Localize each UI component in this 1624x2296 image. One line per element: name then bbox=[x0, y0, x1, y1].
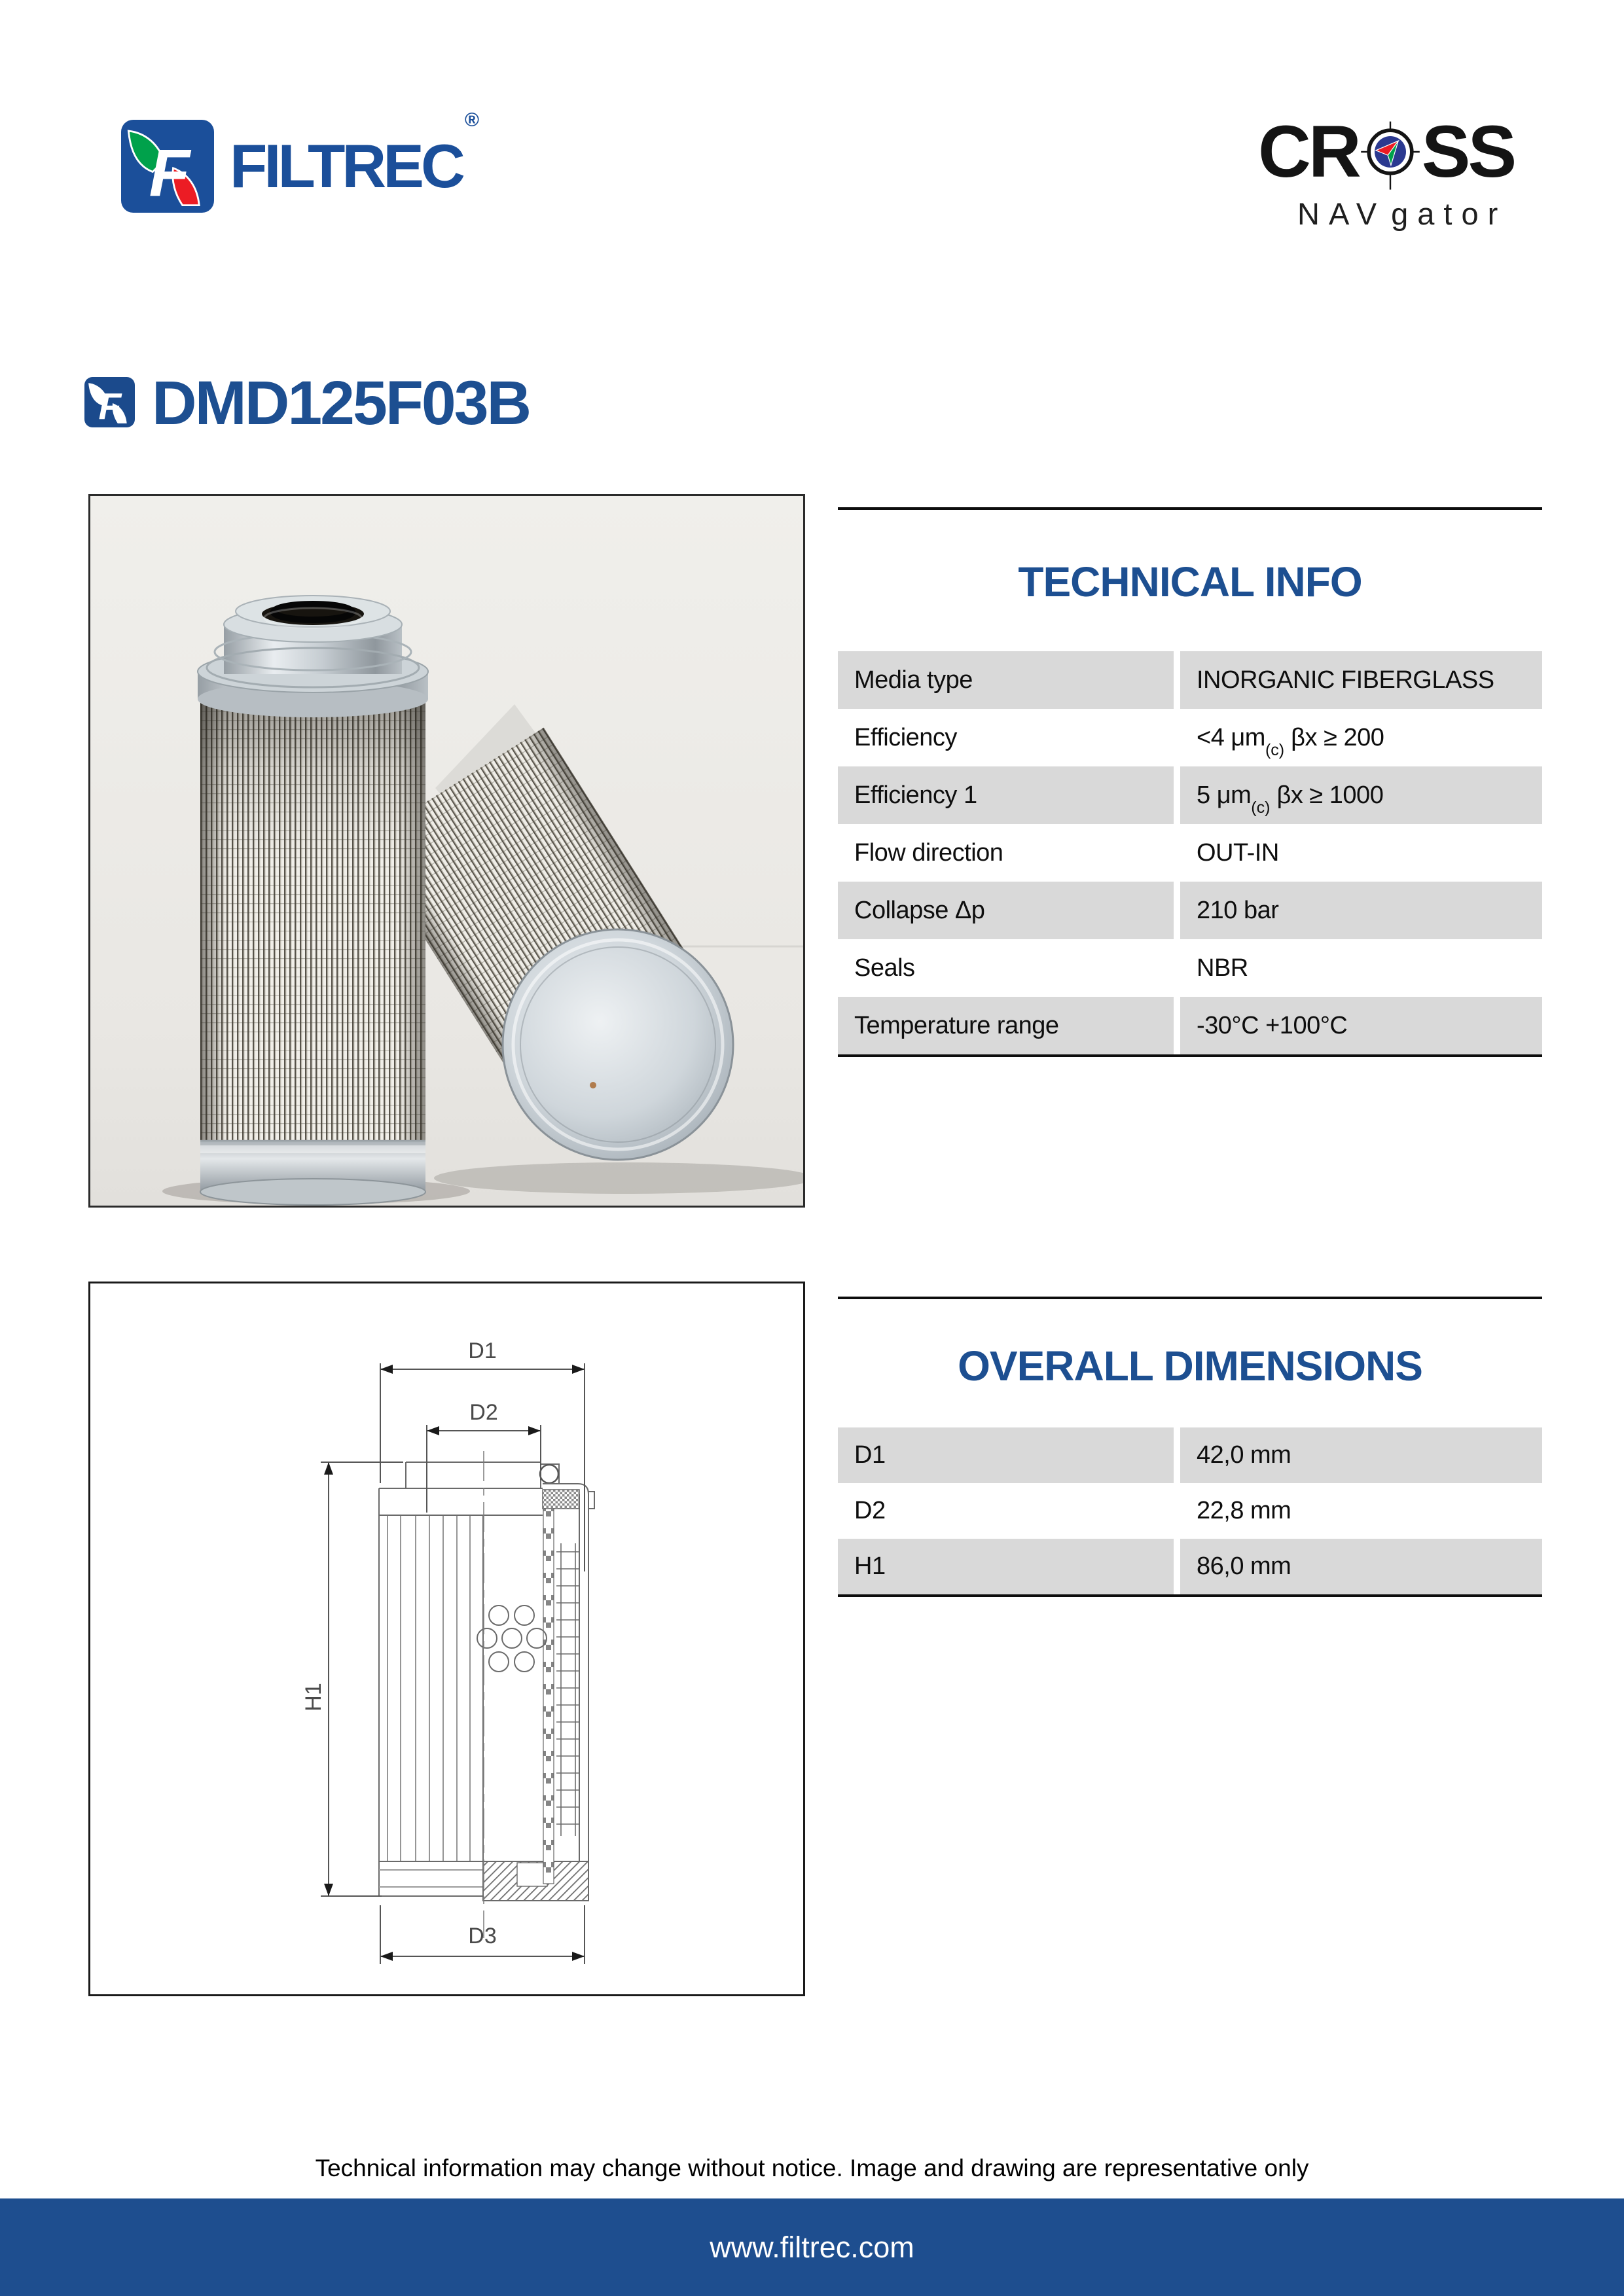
table-row bbox=[838, 651, 1542, 709]
navigator-wordmark: NAV gator bbox=[1297, 196, 1507, 231]
row-label: Seals bbox=[838, 939, 1174, 997]
overall-dimensions-title: OVERALL DIMENSIONS bbox=[958, 1342, 1422, 1390]
table-row bbox=[838, 882, 1542, 939]
website-link[interactable]: www.filtrec.com bbox=[710, 2231, 914, 2264]
core-rack bbox=[543, 1509, 554, 1884]
product-mark-icon bbox=[84, 376, 135, 428]
cross-compass-icon bbox=[1359, 113, 1422, 191]
label-h1: H1 bbox=[301, 1683, 326, 1712]
table-row bbox=[838, 939, 1542, 997]
filtrec-logo bbox=[121, 109, 479, 213]
technical-info-section bbox=[838, 507, 1542, 1060]
table-row bbox=[838, 1427, 1542, 1483]
disclaimer-text: Technical information may change without notice. Image and drawing are representative only bbox=[315, 2155, 1309, 2181]
svg-text:F: F bbox=[98, 386, 122, 428]
filter-cross-section-drawing bbox=[90, 1283, 803, 1994]
standing-filter-element bbox=[198, 596, 428, 1205]
row-value: 5 μm (c) βx ≥ 1000 bbox=[1180, 766, 1542, 824]
row-value: 22,8 mm bbox=[1180, 1483, 1542, 1539]
filtrec-wordmark: FILTREC® bbox=[230, 109, 479, 200]
table-row bbox=[838, 1539, 1542, 1594]
filtrec-mark-icon bbox=[121, 120, 214, 213]
table-row bbox=[838, 824, 1542, 882]
label-d3: D3 bbox=[468, 1924, 497, 1948]
row-label: D1 bbox=[838, 1427, 1174, 1483]
overall-dimensions-table bbox=[838, 1427, 1542, 1594]
table-row bbox=[838, 766, 1542, 824]
product-title-row bbox=[84, 368, 530, 438]
row-value: NBR bbox=[1180, 939, 1542, 997]
cross-wordmark: CR SS bbox=[1258, 111, 1515, 192]
section-divider bbox=[838, 507, 1542, 510]
row-value: 86,0 mm bbox=[1180, 1539, 1542, 1594]
row-value: -30°C +100°C bbox=[1180, 997, 1542, 1054]
svg-text:F: F bbox=[149, 135, 190, 211]
section-divider bbox=[838, 1594, 1542, 1597]
bypass-holes bbox=[477, 1605, 547, 1672]
product-photo bbox=[88, 494, 805, 1208]
section-divider bbox=[838, 1054, 1542, 1057]
registered-mark: ® bbox=[464, 109, 479, 131]
row-label: H1 bbox=[838, 1539, 1174, 1594]
row-label: Efficiency bbox=[838, 709, 1174, 766]
row-label: Temperature range bbox=[838, 997, 1174, 1054]
technical-info-title: TECHNICAL INFO bbox=[1018, 558, 1362, 605]
label-d1: D1 bbox=[468, 1338, 497, 1363]
dimension-labels bbox=[301, 1338, 498, 1948]
row-label: Flow direction bbox=[838, 824, 1174, 882]
threaded-collar bbox=[543, 1490, 579, 1509]
spring-ladder bbox=[556, 1543, 580, 1836]
row-value: OUT-IN bbox=[1180, 824, 1542, 882]
end-cap bbox=[503, 929, 733, 1160]
row-value: 210 bar bbox=[1180, 882, 1542, 939]
cross-navigator-logo bbox=[1258, 111, 1515, 231]
row-value: <4 μm (c) βx ≥ 200 bbox=[1180, 709, 1542, 766]
footer-bar bbox=[0, 2198, 1624, 2296]
table-row bbox=[838, 997, 1542, 1054]
row-value: INORGANIC FIBERGLASS bbox=[1180, 651, 1542, 709]
overall-dimensions-section bbox=[838, 1297, 1542, 1601]
dimension-drawing bbox=[88, 1282, 805, 1996]
row-label: Media type bbox=[838, 651, 1174, 709]
label-d2: D2 bbox=[469, 1400, 498, 1425]
filter-photo-illustration bbox=[90, 496, 803, 1206]
table-row bbox=[838, 709, 1542, 766]
rust-speck bbox=[590, 1082, 596, 1088]
row-label: Efficiency 1 bbox=[838, 766, 1174, 824]
section-divider bbox=[838, 1297, 1542, 1299]
row-value: 42,0 mm bbox=[1180, 1427, 1542, 1483]
table-row bbox=[838, 1483, 1542, 1539]
page-title: DMD125F03B bbox=[152, 368, 530, 438]
element-outline bbox=[379, 1462, 594, 1901]
o-ring-section bbox=[540, 1465, 558, 1483]
technical-info-table bbox=[838, 651, 1542, 1054]
row-label: Collapse Δp bbox=[838, 882, 1174, 939]
row-label: D2 bbox=[838, 1483, 1174, 1539]
